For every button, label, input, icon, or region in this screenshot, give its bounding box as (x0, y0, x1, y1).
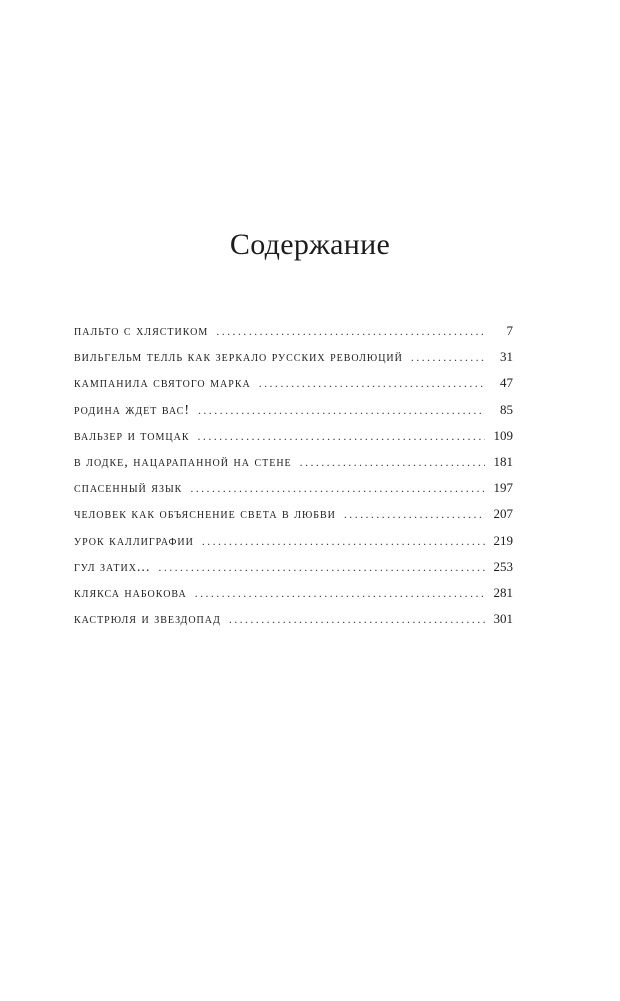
toc-entry-title: кастрюля и звездопад (74, 612, 221, 628)
toc-entry (74, 370, 513, 396)
toc-entry-title: человек как объяснение света в любви (74, 507, 336, 523)
toc-entry (74, 344, 513, 370)
toc-entry (74, 501, 513, 527)
toc-entry-title: кампанила святого марка (74, 376, 251, 392)
toc-entry-page: 181 (493, 453, 513, 469)
toc-entry-title: в лодке, нацарапанной на стене (74, 454, 292, 470)
toc-leader-dots (344, 501, 485, 527)
toc-entry-title: вильгельм телль как зеркало русских революций (74, 350, 403, 366)
toc-entry (74, 423, 513, 449)
page-title: Содержание (229, 228, 391, 261)
toc-leader-dots (198, 397, 485, 423)
toc-entry (74, 397, 513, 423)
toc-entry-title: урок каллиграфии (74, 533, 194, 549)
toc-entry-title: клякса набокова (74, 585, 187, 601)
toc-entry (74, 580, 513, 606)
toc-leader-dots (190, 475, 485, 501)
toc-leader-dots (300, 449, 485, 475)
toc-leader-dots (259, 370, 485, 396)
toc-entry-title: пальто с хлястиком (74, 324, 209, 339)
table-of-contents (74, 318, 513, 632)
toc-entry-title: спасенный язык (74, 481, 183, 497)
toc-entry (74, 554, 513, 580)
toc-entry-page: 47 (500, 375, 513, 391)
toc-entry-page: 109 (493, 427, 513, 443)
toc-entry-page: 219 (493, 532, 513, 548)
toc-entry-page: 281 (493, 584, 513, 600)
toc-leader-dots (202, 528, 485, 554)
toc-leader-dots (158, 554, 485, 580)
toc-entry-page: 207 (493, 506, 513, 522)
toc-entry (74, 318, 513, 344)
toc-entry-title: родина ждет вас! (74, 402, 190, 418)
toc-leader-dots (229, 606, 485, 632)
toc-entry (74, 606, 513, 632)
toc-leader-dots (411, 344, 485, 370)
toc-entry-page: 31 (500, 349, 513, 365)
toc-entry (74, 475, 513, 501)
toc-entry-title: вальзер и томцак (74, 428, 190, 444)
toc-entry-page: 253 (493, 558, 513, 574)
toc-leader-dots (195, 580, 485, 606)
toc-entry-page: 301 (493, 611, 513, 627)
toc-entry-title: гул затих... (74, 559, 151, 575)
toc-entry-page: 7 (506, 323, 513, 338)
toc-entry-page: 85 (500, 401, 513, 417)
toc-entry (74, 449, 513, 475)
toc-entry-page: 197 (493, 480, 513, 496)
toc-leader-dots (216, 318, 485, 344)
toc-leader-dots (198, 423, 485, 449)
toc-entry (74, 528, 513, 554)
